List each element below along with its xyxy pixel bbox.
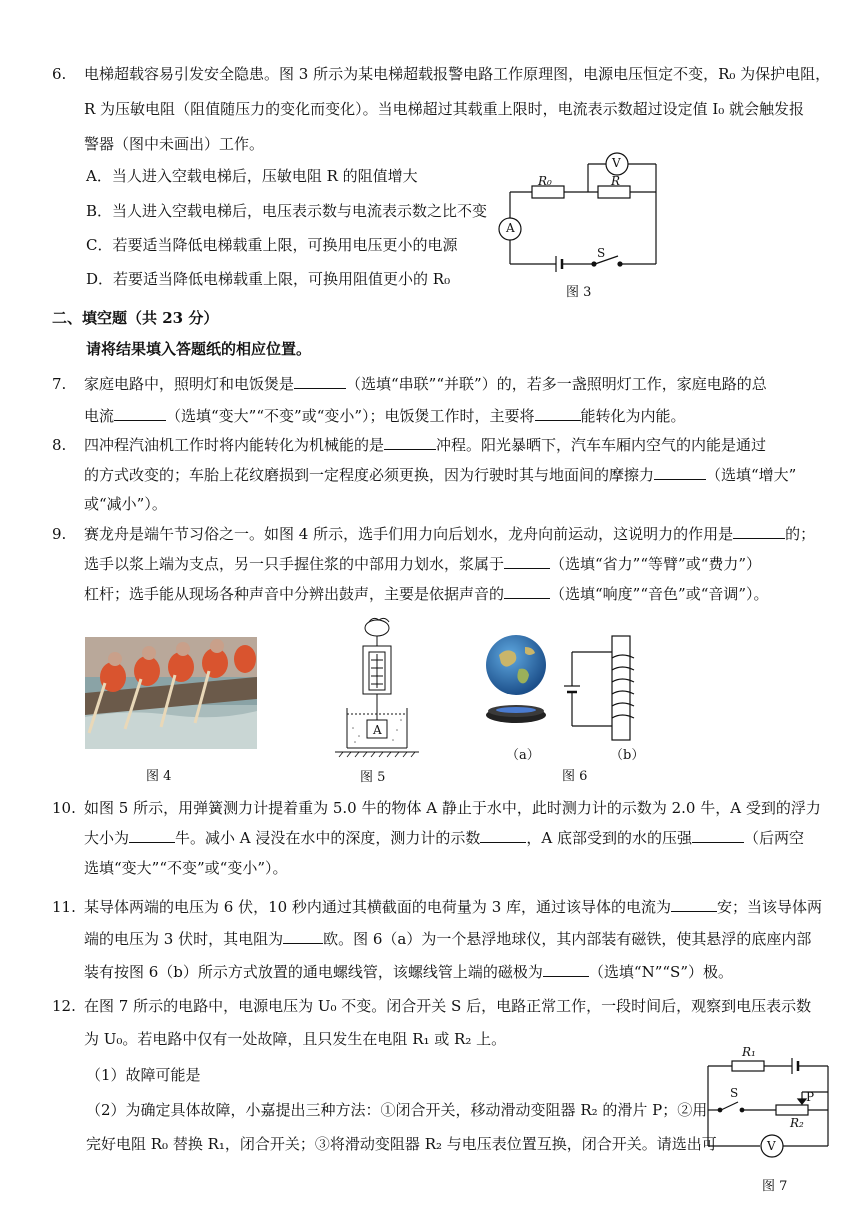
q12-part-3: 完好电阻 R₀ 替换 R₁，闭合开关；③将滑动变阻器 R₂ 与电压表位置互换，闭合开关。请选出可 — [86, 1135, 717, 1153]
fig3-label-r: R — [611, 174, 621, 188]
fig6b-solenoid-circuit — [562, 634, 642, 744]
q6-number: 6. — [52, 65, 67, 83]
q10-line-1: 如图 5 所示，用弹簧测力计提着重为 5.0 牛的物体 A 静止于水中，此时测力计的示数为 2.0 牛，A 受到的浮力 — [84, 799, 821, 817]
fig4-dragon-boat-photo — [85, 637, 257, 749]
q7-blank-2 — [114, 406, 166, 421]
q7-text-1a: 家庭电路中，照明灯和电饭煲是 — [84, 375, 295, 393]
q11-text-2a: 端的电压为 3 伏时，其电阻为 — [84, 930, 284, 948]
q6-option-b: B．当人进入空载电梯后，电压表示数与电流表示数之比不变 — [86, 202, 488, 220]
q10-number: 10. — [52, 799, 76, 817]
q11-text-3a: 装有按图 6（b）所示方式放置的通电螺线管，该螺线管上端的磁极为 — [84, 963, 543, 981]
q9-line-2 — [84, 554, 761, 574]
q9-text-1b: 的； — [785, 525, 816, 543]
fig7-voltmeter-label: V — [767, 1139, 776, 1153]
q8-number: 8. — [52, 436, 67, 454]
q10-blank-2 — [480, 828, 526, 843]
q9-blank-1 — [733, 524, 785, 539]
q6-option-d: D．若要适当降低电梯载重上限，可换用阻值更小的 R₀ — [86, 270, 451, 288]
q8-blank-2 — [654, 465, 706, 480]
fig7-label-r2: R₂ — [790, 1116, 804, 1130]
fig6-caption: 图 6 — [562, 769, 588, 784]
q11-line-1 — [84, 897, 822, 917]
q11-text-1a: 某导体两端的电压为 6 伏，10 秒内通过其横截面的电荷量为 3 库，通过该导体的电流为 — [84, 898, 672, 916]
fig6a-floating-globe — [481, 633, 551, 733]
q6-line-3: 警器（图中未画出）工作。 — [84, 135, 265, 153]
fig7-label-p: P — [806, 1090, 815, 1104]
q9-line-3 — [84, 584, 769, 604]
q9-number: 9. — [52, 525, 67, 543]
fig7-label-s: S — [730, 1086, 739, 1100]
fig4-caption: 图 4 — [146, 769, 172, 784]
q10-blank-3 — [692, 828, 744, 843]
q8-line-2 — [84, 465, 796, 485]
q9-text-2a: 选手以浆上端为支点，另一只手握住浆的中部用力划水，浆属于 — [84, 555, 505, 573]
q9-text-3a: 杠杆；选手能从现场各种声音中分辨出鼓声，主要是依据声音的 — [84, 585, 505, 603]
q11-blank-1 — [671, 897, 717, 912]
q11-line-3 — [84, 962, 733, 982]
q7-text-2a: 电流 — [84, 407, 115, 425]
q9-text-1a: 赛龙舟是端午节习俗之一。如图 4 所示，选手们用力向后划水，龙舟向前运动，这说明力的作用是 — [84, 525, 734, 543]
q6-option-c: C．若要适当降低电梯载重上限，可换用电压更小的电源 — [86, 236, 458, 254]
q9-text-2b: （选填“省力”“等臂”或“费力”） — [550, 555, 762, 573]
q12-line-2: 为 U₀。若电路中仅有一处故障，且只发生在电阻 R₁ 或 R₂ 上。 — [84, 1030, 507, 1048]
q7-text-1b: （选填“串联”“并联”）的，若多一盏照明灯工作，家庭电路的总 — [346, 375, 767, 393]
q11-text-3b: （选填“N”“S”）极。 — [588, 963, 733, 981]
q11-blank-2 — [283, 929, 323, 944]
q9-blank-3 — [504, 584, 550, 599]
fig6b-label: （b） — [610, 748, 645, 763]
q7-line-2 — [84, 406, 686, 426]
fig7-caption: 图 7 — [762, 1179, 788, 1194]
q6-option-a: A．当人进入空载电梯后，压敏电阻 R 的阻值增大 — [86, 167, 418, 185]
q8-text-1a: 四冲程汽油机工作时将内能转化为机械能的是 — [84, 436, 385, 454]
q10-text-2a: 大小为 — [84, 829, 130, 847]
q11-line-2 — [84, 929, 811, 949]
q10-text-2c: ，A 底部受到的水的压强 — [526, 829, 692, 847]
q9-line-1 — [84, 524, 815, 544]
q6-line-1: 电梯超载容易引发安全隐患。图 3 所示为某电梯超载报警电路工作原理图，电源电压恒定不变，R₀ 为保护电阻， — [84, 65, 831, 83]
q11-number: 11. — [52, 898, 76, 916]
q8-text-2a: 的方式改变的；车胎上花纹磨损到一定程度必须更换，因为行驶时其与地面间的摩擦力 — [84, 466, 655, 484]
q10-text-2b: 牛。减小 A 浸没在水中的深度，测力计的示数 — [175, 829, 481, 847]
q7-text-2c: 能转化为内能。 — [580, 407, 686, 425]
fig3-switch-label: S — [597, 246, 606, 260]
q11-text-1b: 安；当该导体两 — [717, 898, 823, 916]
q7-number: 7. — [52, 375, 67, 393]
fig5-caption: 图 5 — [360, 770, 386, 785]
q6-line-2: R 为压敏电阻（阻值随压力的变化而变化）。当电梯超过其载重上限时，电流表示数超过设定值 I₀ 就会触发报 — [84, 100, 805, 118]
fig3-circuit-diagram — [500, 148, 660, 278]
q9-blank-2 — [504, 554, 550, 569]
section-2-instruction: 请将结果填入答题纸的相应位置。 — [86, 340, 312, 358]
q7-blank-3 — [535, 406, 581, 421]
q8-text-1b: 冲程。阳光暴晒下，汽车车厢内空气的内能是通过 — [436, 436, 767, 454]
q12-part-2: （2）为确定具体故障，小嘉提出三种方法：①闭合开关，移动滑动变阻器 R₂ 的滑片 P；②用 — [86, 1101, 708, 1119]
q12-number: 12. — [52, 997, 76, 1015]
q10-line-2 — [84, 828, 804, 848]
q10-blank-1 — [129, 828, 175, 843]
fig3-ammeter-label: A — [506, 221, 515, 235]
q8-line-3: 或“减小”）。 — [84, 495, 167, 513]
fig5-block-label: A — [373, 723, 382, 737]
q7-line-1 — [84, 374, 767, 394]
section-2-title: 二、填空题（共 23 分） — [52, 309, 219, 327]
fig3-voltmeter-label: V — [612, 156, 621, 170]
q9-text-3b: （选填“响度”“音色”或“音调”）。 — [550, 585, 769, 603]
q10-text-2d: （后两空 — [744, 829, 805, 847]
q8-text-2b: （选填“增大” — [706, 466, 797, 484]
q11-blank-3 — [543, 962, 589, 977]
q7-text-2b: （选填“变大”“不变”或“变小”）；电饭煲工作时，主要将 — [166, 407, 535, 425]
q7-blank-1 — [294, 374, 346, 389]
q8-blank-1 — [384, 435, 436, 450]
q10-line-3: 选填“变大”“不变”或“变小”）。 — [84, 859, 288, 877]
q12-part-1: （1）故障可能是 — [86, 1066, 201, 1084]
q11-text-2b: 欧。图 6（a）为一个悬浮地球仪，其内部装有磁铁，使其悬浮的底座内部 — [323, 930, 812, 948]
fig6a-label: （a） — [506, 748, 540, 763]
fig7-label-r1: R₁ — [742, 1045, 756, 1059]
fig3-label-r0: R₀ — [538, 174, 552, 188]
fig3-caption: 图 3 — [566, 285, 592, 300]
q12-line-1: 在图 7 所示的电路中，电源电压为 U₀ 不变。闭合开关 S 后，电路正常工作，一段时间后，观察到电压表示数 — [84, 997, 812, 1015]
q8-line-1 — [84, 435, 766, 455]
